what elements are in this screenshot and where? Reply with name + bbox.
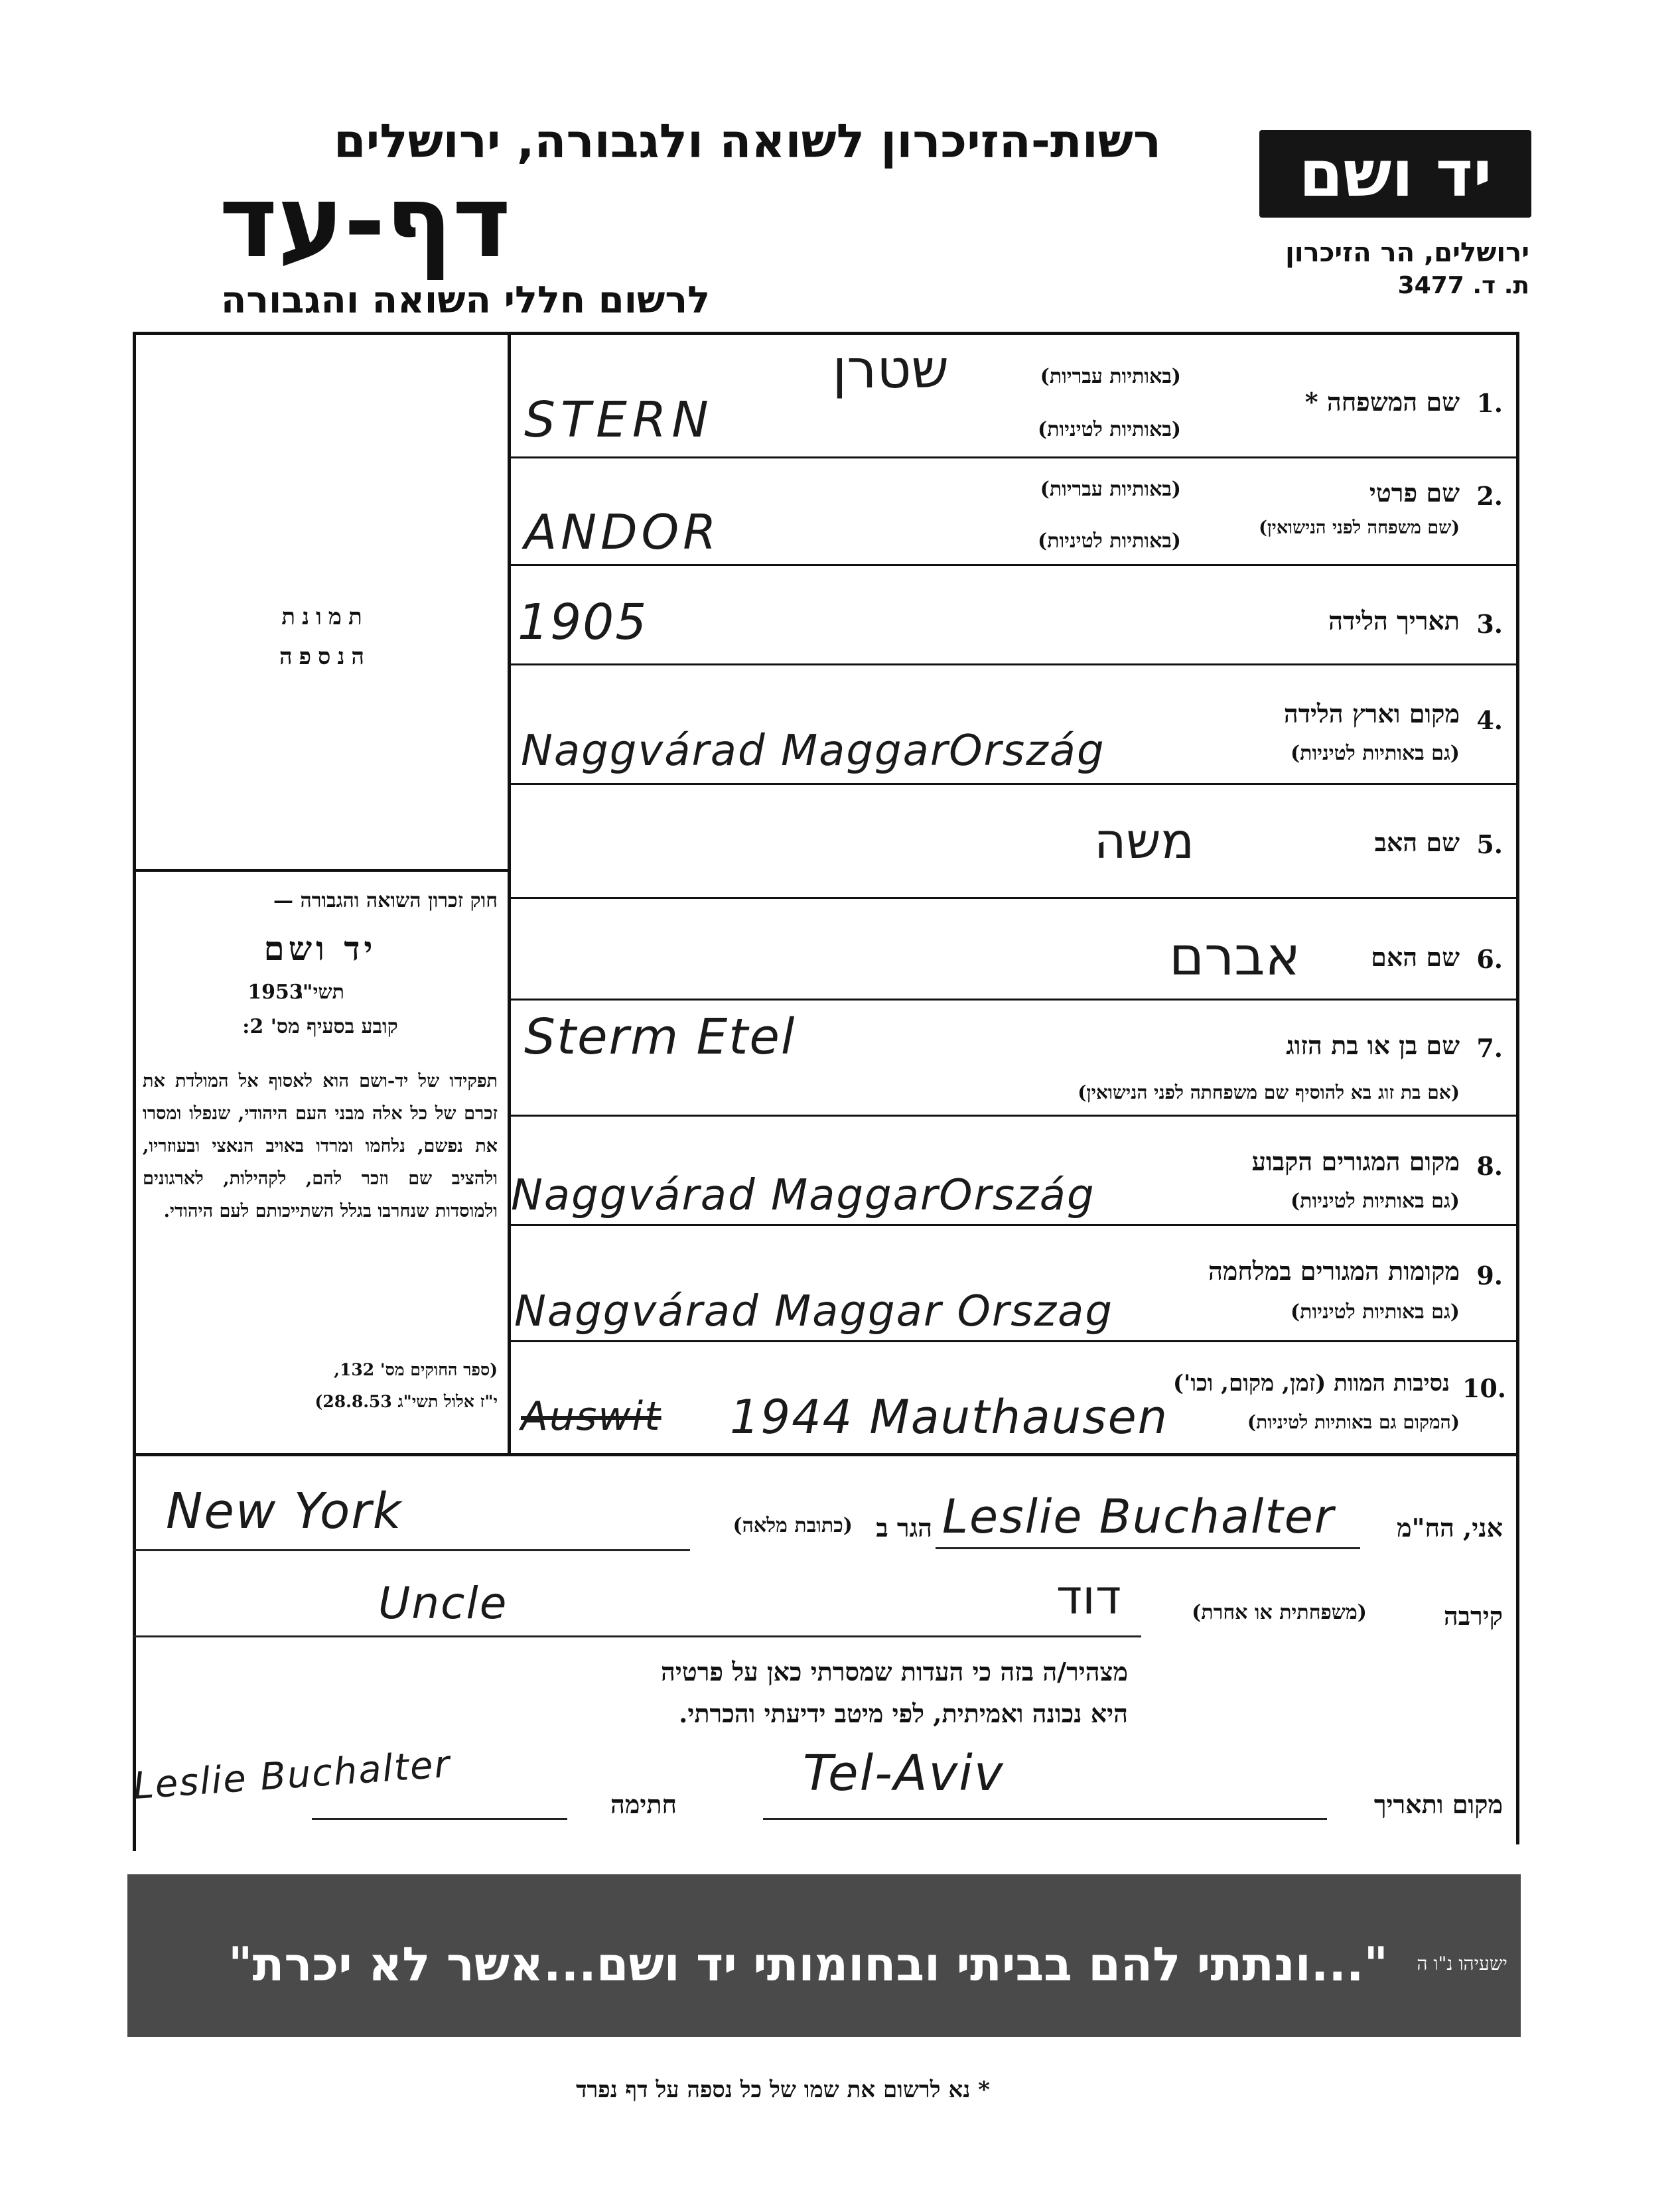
row-divider bbox=[508, 663, 1519, 665]
place-value: Tel-Aviv bbox=[803, 1745, 1005, 1802]
law-name: יד ושם bbox=[263, 929, 377, 968]
field-2-note: (שם משפחה לפני הנישואין) bbox=[1259, 518, 1460, 538]
footnote: * נא לרשום את שמו של כל נספה על דף נפרד bbox=[576, 2077, 990, 2103]
field-3-label: תאריך הלידה bbox=[1328, 606, 1460, 636]
field-1-label: שם המשפחה * bbox=[1304, 387, 1460, 417]
field-2-latin-value: ANDOR bbox=[524, 504, 721, 560]
law-body: תפקידו של יד-ושם הוא לאסוף אל המולדת את זכרם של כל אלה מבני העם היהודי, שנפלו ומסרו את נפשם, נלחמו ומרדו באויב הנאצי ובעוזריו, ולהציב שם וזכר להם, לקהילות, לארגונים ולמוסדות שנחרבו בגלל השתייכותם לעם היהודי. bbox=[143, 1071, 498, 1221]
relation-hebrew-value: דוד bbox=[1056, 1569, 1121, 1625]
address-line-2: ת. ד. 3477 bbox=[1397, 272, 1529, 299]
law-clause: קובע בסעיף מס' 2: bbox=[242, 1015, 398, 1038]
field-6-number: 6. bbox=[1476, 944, 1503, 974]
yad-vashem-logo bbox=[1259, 130, 1531, 218]
field-8-number: 8. bbox=[1476, 1151, 1503, 1181]
row-divider bbox=[508, 783, 1519, 785]
signature-label: חתימה bbox=[610, 1789, 677, 1819]
field-5-value: משה bbox=[1093, 813, 1194, 870]
banner-source: ישעיהו נ"ו ה bbox=[1417, 1953, 1507, 1974]
column-divider bbox=[508, 332, 511, 1456]
relation-value: Uncle bbox=[378, 1578, 508, 1629]
field-2-label: שם פרטי bbox=[1369, 478, 1460, 508]
field-10-label: נסיבות המוות (זמן, מקום, וכו') bbox=[1172, 1370, 1450, 1397]
photo-label-2: הנספה bbox=[279, 644, 371, 670]
address-line bbox=[133, 1549, 690, 1551]
frame-top bbox=[133, 332, 1519, 335]
field-9-label: מקומות המגורים במלחמה bbox=[1208, 1256, 1460, 1286]
field-5-number: 5. bbox=[1476, 829, 1503, 859]
declarant-name: Leslie Buchalter bbox=[942, 1489, 1335, 1544]
field-1-latin-hint: (באותיות לטיניות) bbox=[1038, 418, 1181, 441]
field-9-value: Naggvárad Maggar Orszag bbox=[514, 1287, 1113, 1336]
field-6-label: שם האם bbox=[1371, 942, 1460, 972]
field-1-hebrew-value: שטרן bbox=[832, 338, 949, 400]
form-subtitle: לרשום חללי השואה והגבורה bbox=[220, 279, 710, 322]
row-divider bbox=[508, 456, 1519, 458]
address-line-1: ירושלים, הר הזיכרון bbox=[1285, 238, 1529, 268]
statement-line-2: היא נכונה ואמיתית, לפי מיטב ידיעתי והכרתי. bbox=[679, 1698, 1128, 1728]
law-year: 1953 bbox=[247, 981, 303, 1004]
field-8-value: Naggvárad MaggarOrszág bbox=[511, 1171, 1095, 1220]
field-4-label: מקום וארץ הלידה bbox=[1283, 699, 1460, 728]
signature-line bbox=[312, 1818, 567, 1820]
logo-text: יד ושם bbox=[1298, 137, 1492, 211]
photo-label-1: תמונת bbox=[281, 604, 369, 630]
relation-label: קירבה bbox=[1443, 1601, 1503, 1631]
row-divider bbox=[508, 564, 1519, 566]
fields-bottom bbox=[133, 1453, 1519, 1456]
address-value: New York bbox=[166, 1483, 403, 1540]
field-1-hebrew-hint: (באותיות עבריות) bbox=[1040, 365, 1181, 388]
field-5-label: שם האב bbox=[1374, 827, 1460, 857]
resides-label: הגר ב bbox=[876, 1513, 932, 1543]
field-1-number: 1. bbox=[1476, 388, 1503, 418]
field-8-label: מקום המגורים הקבוע bbox=[1251, 1146, 1460, 1176]
form-title: דף-עד bbox=[219, 165, 511, 280]
law-reference-1: (ספר החוקים מס' 132, bbox=[334, 1360, 498, 1379]
row-divider bbox=[508, 1340, 1519, 1342]
field-8-hint: (גם באותיות לטיניות) bbox=[1290, 1190, 1460, 1213]
place-date-label: מקום ותאריך bbox=[1373, 1789, 1503, 1819]
law-reference-2: י"ז אלול תשי"ג 28.8.53) bbox=[314, 1392, 498, 1411]
relation-line bbox=[133, 1635, 1141, 1637]
field-10-value: 1944 Mauthausen bbox=[730, 1390, 1169, 1444]
field-3-number: 3. bbox=[1476, 609, 1503, 639]
field-9-number: 9. bbox=[1476, 1261, 1503, 1290]
field-9-hint: (גם באותיות לטיניות) bbox=[1290, 1300, 1460, 1324]
field-4-hint: (גם באותיות לטיניות) bbox=[1290, 742, 1460, 765]
law-title: חוק זכרון השואה והגבורה — bbox=[273, 889, 498, 912]
signature: Leslie Buchalter bbox=[131, 1742, 453, 1809]
declarant-label: אני, הח"מ bbox=[1397, 1513, 1503, 1543]
row-divider bbox=[508, 1224, 1519, 1226]
frame-left bbox=[133, 332, 136, 1851]
field-4-value: Naggvárad MaggarOrszág bbox=[521, 726, 1105, 776]
authority-title: רשות-הזיכרון לשואה ולגבורה, ירושלים bbox=[333, 114, 1161, 169]
field-2-latin-hint: (באותיות לטיניות) bbox=[1038, 529, 1181, 553]
row-divider bbox=[508, 999, 1519, 1001]
field-2-number: 2. bbox=[1476, 481, 1503, 511]
field-10-hint: (המקום גם באותיות לטיניות) bbox=[1247, 1411, 1460, 1433]
field-7-label: שם בן או בת הזוג bbox=[1286, 1030, 1460, 1060]
field-7-number: 7. bbox=[1476, 1033, 1503, 1063]
place-date-line bbox=[763, 1818, 1327, 1820]
field-7-note: (אם בת זוג בא להוסיף שם משפחתה לפני הנישואין) bbox=[1078, 1081, 1460, 1103]
row-divider bbox=[508, 897, 1519, 899]
photo-divider bbox=[133, 869, 508, 872]
field-3-value: 1905 bbox=[518, 594, 648, 651]
field-10-number: 10. bbox=[1462, 1373, 1506, 1403]
statement-line-1: מצהיר/ה בזה כי העדות שמסרתי כאן על פרטיה bbox=[660, 1657, 1128, 1687]
relation-hint: (משפחתית או אחרת) bbox=[1192, 1601, 1367, 1624]
field-6-value: אברם bbox=[1169, 926, 1300, 987]
frame-right bbox=[1516, 332, 1519, 1844]
field-10-struck-value: Auswit bbox=[521, 1393, 662, 1440]
row-divider bbox=[508, 1115, 1519, 1117]
declarant-line bbox=[936, 1547, 1360, 1549]
address-hint: (כתובת מלאה) bbox=[733, 1514, 853, 1537]
field-1-latin-value: STERN bbox=[524, 391, 714, 449]
field-2-hebrew-hint: (באותיות עבריות) bbox=[1040, 478, 1181, 501]
field-4-number: 4. bbox=[1476, 705, 1503, 735]
banner-quote: "...ונתתי להם בביתי ובחומותי יד ושם...אשר לא יכרת" bbox=[228, 1937, 1388, 1992]
law-year-hebrew: תשי"ג bbox=[296, 981, 344, 1004]
field-7-value: Sterm Etel bbox=[524, 1008, 796, 1066]
quote-banner bbox=[127, 1874, 1521, 2037]
